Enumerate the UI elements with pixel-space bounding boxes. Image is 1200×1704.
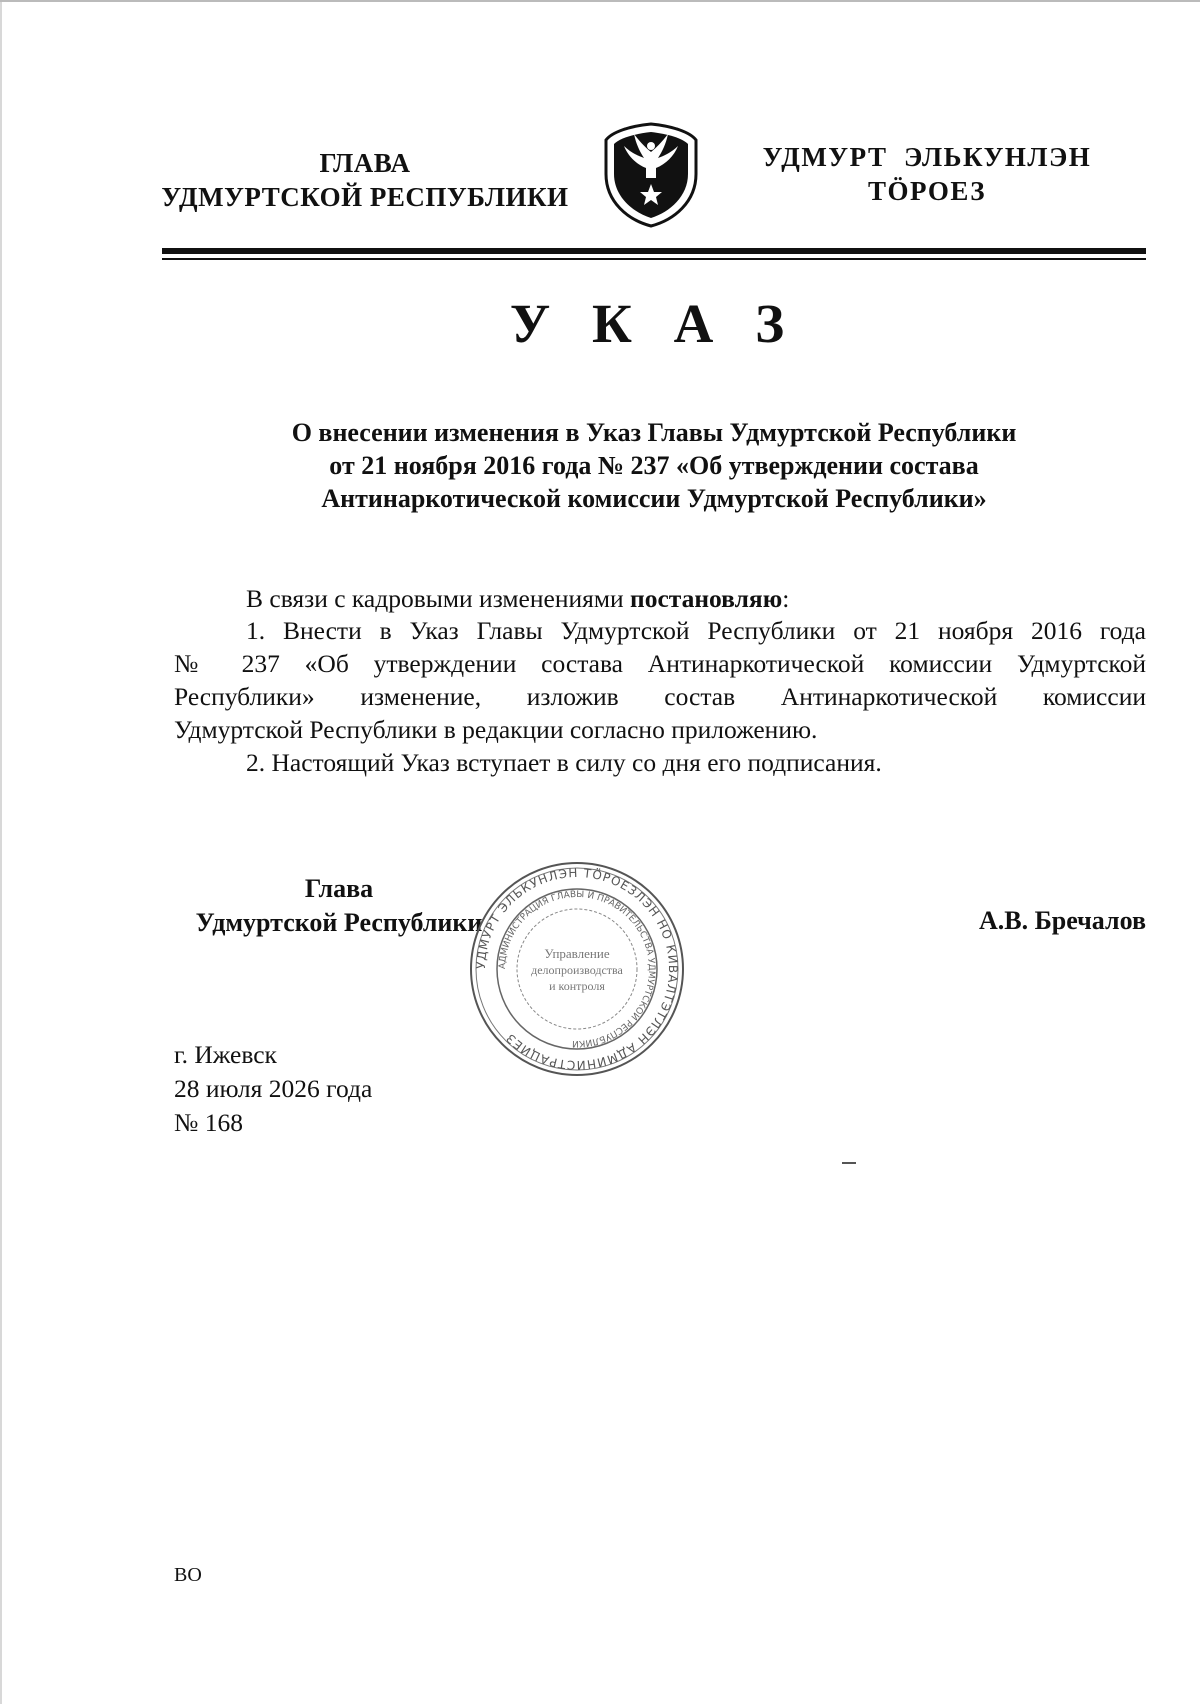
subject-line3: Антинаркотической комиссии Удмуртской Республики» — [321, 484, 987, 513]
signatory-title — [174, 872, 504, 940]
item2-paragraph: 2. Настоящий Указ вступает в силу со дня его подписания. — [246, 748, 882, 777]
place-city: г. Ижевск — [174, 1040, 277, 1069]
footer-code: ВО — [174, 1564, 202, 1586]
preamble-colon: : — [782, 584, 790, 613]
official-seal-stamp — [466, 858, 688, 1080]
stamp-inner-text: АДМИНИСТРАЦИЯ ГЛАВЫ И ПРАВИТЕЛЬСТВА УДМУРТСКОЙ РЕСПУБЛИКИ — [497, 889, 657, 1049]
decree-date: 28 июля 2026 года — [174, 1074, 373, 1103]
header-left-line1: ГЛАВА — [319, 148, 411, 178]
subject-line2: от 21 ноября 2016 года № 237 «Об утверждении состава — [329, 451, 979, 480]
item1-line1: 1. Внести в Указ Главы Удмуртской Республики от 21 ноября 2016 года — [246, 616, 1146, 645]
preamble-decree-word: постановляю — [630, 584, 783, 613]
subject-line1: О внесении изменения в Указ Главы Удмуртской Республики — [291, 418, 1017, 447]
place-and-date-block — [174, 1038, 372, 1140]
header-rule-thick — [162, 248, 1146, 254]
stamp-center-line2: делопроизводства — [531, 963, 623, 977]
signatory-name: А.В. Бречалов — [978, 906, 1146, 935]
scan-top-edge — [0, 0, 1200, 2]
stamp-center-line3: и контроля — [549, 979, 605, 993]
header-left — [150, 146, 580, 214]
scan-left-edge — [0, 0, 2, 1704]
item1-line4: Удмуртской Республики в редакции согласно приложению. — [174, 715, 818, 744]
header-right — [762, 140, 1092, 208]
preamble-paragraph — [174, 582, 1146, 615]
document-subject — [212, 416, 1096, 515]
stamp-outer-text: УДМУРТ ЭЛЬКУНЛЭН ТӦРОЕЗЛЭН НО КИВАЛТЭТЛЭН АДМИНИСТРАЦИЕЗ — [473, 865, 681, 1073]
signatory-title-line1: Глава — [304, 874, 374, 903]
header-right-line2: ТӦРОЕЗ — [868, 176, 986, 206]
coat-of-arms-udmurtia-icon — [600, 122, 702, 228]
header-right-line1: УДМУРТ ЭЛЬКУНЛЭН — [762, 142, 1092, 172]
scan-mark — [842, 1162, 856, 1164]
item1-line2: № 237 «Об утверждении состава Антинаркотической комиссии Удмуртской — [174, 649, 1146, 678]
item1-line3: Республики» изменение, изложив состав Антинаркотической комиссии — [174, 682, 1146, 711]
preamble-text: В связи с кадровыми изменениями — [246, 584, 631, 613]
signatory-title-line2: Удмуртской Республики — [195, 908, 483, 937]
document-title: У К А З — [509, 293, 799, 354]
header-left-line2: УДМУРТСКОЙ РЕСПУБЛИКИ — [161, 182, 569, 212]
decree-number: № 168 — [174, 1108, 243, 1137]
stamp-center-line1: Управление — [544, 946, 610, 961]
header-rule-thin — [162, 258, 1146, 260]
